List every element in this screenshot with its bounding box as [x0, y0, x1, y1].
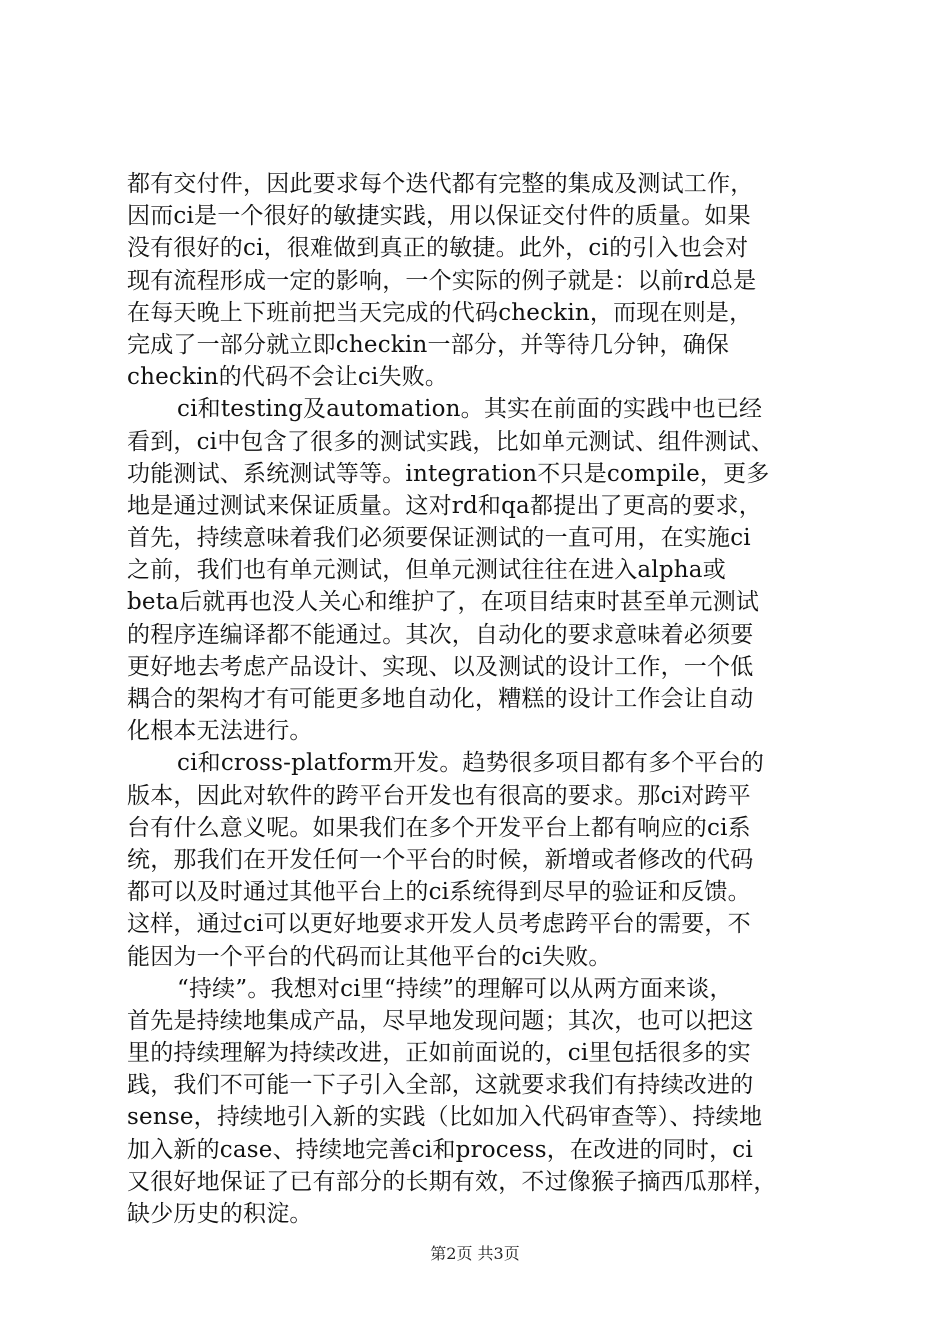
- text-line: 首先，持续意味着我们必须要保证测试的一直可用，在实施ci: [127, 525, 751, 552]
- text-line: 里的持续理解为持续改进，正如前面说的，ci里包括很多的实: [127, 1040, 751, 1067]
- text-line: 的程序连编译都不能通过。其次，自动化的要求意味着必须要: [127, 621, 754, 648]
- text-line: 缺少历史的积淀。: [127, 1201, 313, 1227]
- text-line: 在每天晚上下班前把当天完成的代码checkin，而现在则是，: [127, 299, 753, 326]
- page-number-footer: 第2页 共3页: [430, 1244, 520, 1263]
- text-line: 现有流程形成一定的影响，一个实际的例子就是：以前rd总是: [127, 267, 757, 294]
- text-line: 都有交付件，因此要求每个迭代都有完整的集成及测试工作，: [127, 171, 754, 197]
- text-line: 又很好地保证了已有部分的长期有效，不过像猴子摘西瓜那样，: [127, 1168, 777, 1195]
- text-line: 首先是持续地集成产品，尽早地发现问题；其次，也可以把这: [127, 1007, 754, 1034]
- text-line: 统，那我们在开发任何一个平台的时候，新增或者修改的代码: [127, 846, 754, 873]
- text-line: 台有什么意义呢。如果我们在多个开发平台上都有响应的ci系: [127, 814, 751, 841]
- text-line: 都可以及时通过其他平台上的ci系统得到尽早的验证和反馈。: [127, 879, 751, 906]
- text-line: 因而ci是一个很好的敏捷实践，用以保证交付件的质量。如果: [127, 203, 751, 230]
- text-line: 能因为一个平台的代码而让其他平台的ci失败。: [127, 943, 612, 970]
- paragraph-3: [127, 747, 837, 972]
- text-line: 版本，因此对软件的跨平台开发也有很高的要求。那ci对跨平: [127, 782, 751, 809]
- text-line: 践，我们不可能一下子引入全部，这就要求我们有持续改进的: [127, 1072, 754, 1099]
- text-line: 地是通过测试来保证质量。这对rd和qa都提出了更高的要求，: [127, 492, 762, 519]
- text-line: 功能测试、系统测试等等。integration不只是compile，更多: [127, 460, 770, 487]
- text-line: ci和testing及automation。其实在前面的实践中也已经: [177, 396, 763, 423]
- text-line: 加入新的case、持续地完善ci和process，在改进的同时，ci: [127, 1136, 753, 1163]
- text-line: 没有很好的ci，很难做到真正的敏捷。此外，ci的引入也会对: [127, 235, 749, 262]
- paragraph-2: [127, 393, 837, 747]
- paragraph-1: [127, 168, 837, 393]
- text-line: beta后就再也没人关心和维护了，在项目结束时甚至单元测试: [127, 589, 760, 616]
- text-line: 化根本无法进行。: [127, 718, 313, 745]
- text-line: 看到，ci中包含了很多的测试实践，比如单元测试、组件测试、: [127, 428, 775, 455]
- text-line: 之前，我们也有单元测试，但单元测试往往在进入alpha或: [127, 557, 726, 584]
- body-text: [127, 168, 837, 1230]
- text-line: ci和cross-platform开发。趋势很多项目都有多个平台的: [177, 750, 765, 777]
- text-line: 这样，通过ci可以更好地要求开发人员考虑跨平台的需要，不: [127, 911, 751, 938]
- text-line: 耦合的架构才有可能更多地自动化，糟糕的设计工作会让自动: [127, 686, 754, 712]
- text-line: 完成了一部分就立即checkin一部分，并等待几分钟，确保: [127, 331, 730, 358]
- text-line: checkin的代码不会让ci失败。: [127, 364, 449, 391]
- paragraph-4: [127, 973, 837, 1231]
- text-line: sense，持续地引入新的实践（比如加入代码审查等）、持续地: [127, 1104, 763, 1131]
- text-line: “持续”。我想对ci里“持续”的理解可以从两方面来谈，: [177, 975, 733, 1002]
- text-line: 更好地去考虑产品设计、实现、以及测试的设计工作，一个低: [127, 653, 754, 680]
